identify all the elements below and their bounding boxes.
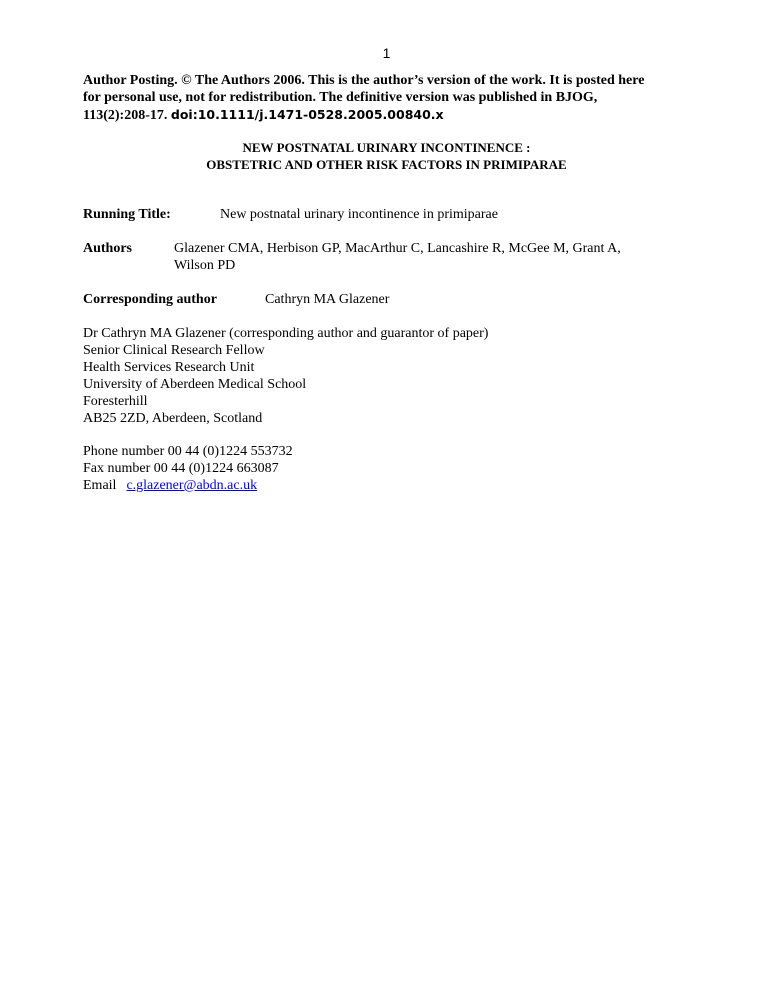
title-line-2: OBSTETRIC AND OTHER RISK FACTORS IN PRIMIPARAE	[206, 157, 567, 172]
email-link[interactable]: c.glazener@abdn.ac.uk	[126, 478, 258, 493]
authors-line-2: Wilson PD	[174, 258, 236, 273]
authors-line-1: Glazener CMA, Herbison GP, MacArthur C, Lancashire R, McGee M, Grant A,	[174, 241, 621, 256]
authors-list	[174, 240, 621, 274]
doi: doi:10.1111/j.1471-0528.2005.00840.x	[170, 107, 444, 122]
address-line: Senior Clinical Research Fellow	[83, 343, 265, 358]
address-line: Health Services Research Unit	[83, 360, 255, 375]
notice-line-2: for personal use, not for redistribution. The definitive version was published in BJOG,	[83, 90, 598, 105]
paper-title	[0, 139, 773, 173]
contact-block	[83, 443, 293, 494]
citation-volume: 113(2):208-17.	[83, 108, 171, 123]
corresponding-author-value: Cathryn MA Glazener	[265, 292, 390, 307]
address-line: Dr Cathryn MA Glazener (corresponding author and guarantor of paper)	[83, 326, 489, 341]
page-number: 1	[382, 45, 391, 61]
address-line: AB25 2ZD, Aberdeen, Scotland	[83, 411, 263, 426]
email-line	[83, 477, 293, 494]
fax-number: Fax number 00 44 (0)1224 663087	[83, 461, 279, 476]
title-line-1: NEW POSTNATAL URINARY INCONTINENCE :	[242, 140, 531, 155]
address-line: University of Aberdeen Medical School	[83, 377, 307, 392]
notice-line-1: Author Posting. © The Authors 2006. This is the author’s version of the work. It is posted here	[83, 73, 645, 88]
address-block	[83, 325, 488, 427]
address-line: Foresterhill	[83, 394, 148, 409]
authors-label: Authors	[83, 241, 133, 256]
running-title-value: New postnatal urinary incontinence in primiparae	[220, 207, 498, 222]
email-label: Email	[83, 478, 117, 493]
phone-number: Phone number 00 44 (0)1224 553732	[83, 444, 293, 459]
corresponding-author-label: Corresponding author	[83, 292, 217, 307]
author-posting-notice	[83, 72, 693, 124]
notice-line-3	[83, 106, 693, 124]
running-title-label: Running Title:	[83, 207, 171, 222]
